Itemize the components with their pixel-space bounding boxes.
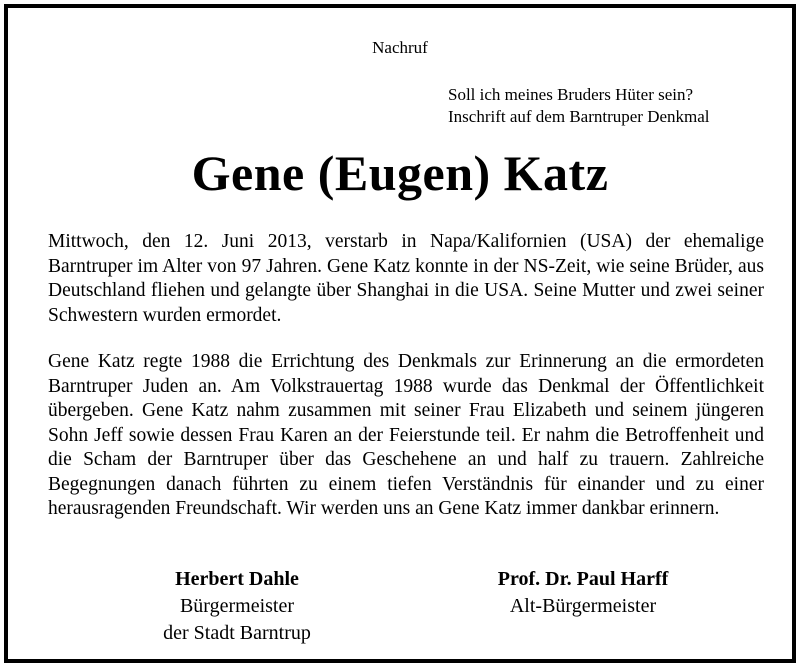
signatory-title: Bürgermeister bbox=[179, 595, 295, 617]
obituary-paragraph-2: Gene Katz regte 1988 die Errichtung des Denkmals zur Erinnerung an die ermordeten Barntruper Juden an. Am Volkstrauertag 1988 wurde das Denkmal der Öffentlichkeit übergeben. Gene Katz nahm zusammen mit seiner Frau Elizabeth und seinem jüngeren Sohn Jeff sowie dessen Frau Karen an der Feierstunde teil. Er nahm die Betroffenheit und die Scham der Barntruper über das Geschehene an und half zu trauern. Zahlreiche Begegnungen danach führten zu einem tiefen Verständnis für einander und zu einer herausragenden Freundschaft. Wir werden uns an Gene Katz immer dankbar erinnern. bbox=[48, 351, 764, 519]
notice-label: Nachruf bbox=[372, 38, 428, 57]
obituary-paragraph-1: Mittwoch, den 12. Juni 2013, verstarb in Napa/Kalifornien (USA) der ehemalige Barntruper im Alter von 97 Jahren. Gene Katz konnte in der NS-Zeit, wie seine Brüder, aus Deutschland fliehen und gelangte über Shanghai in die USA. Seine Mutter und zwei seiner Schwestern wurden ermordet. bbox=[48, 231, 764, 326]
signatory-title: Alt-Bürgermeister bbox=[509, 595, 657, 617]
signatory-name: Prof. Dr. Paul Harff bbox=[497, 568, 669, 590]
motto-source: Inschrift auf dem Barntruper Denkmal bbox=[448, 107, 710, 126]
signature-left bbox=[97, 566, 377, 647]
motto-quote: Soll ich meines Bruders Hüter sein? bbox=[448, 85, 694, 104]
obituary-frame bbox=[4, 4, 796, 663]
deceased-name: Gene (Eugen) Katz bbox=[191, 145, 609, 201]
signature-right bbox=[443, 566, 723, 620]
signatory-org: der Stadt Barntrup bbox=[163, 622, 311, 644]
signatory-name: Herbert Dahle bbox=[175, 568, 299, 590]
motto-block bbox=[448, 84, 710, 128]
